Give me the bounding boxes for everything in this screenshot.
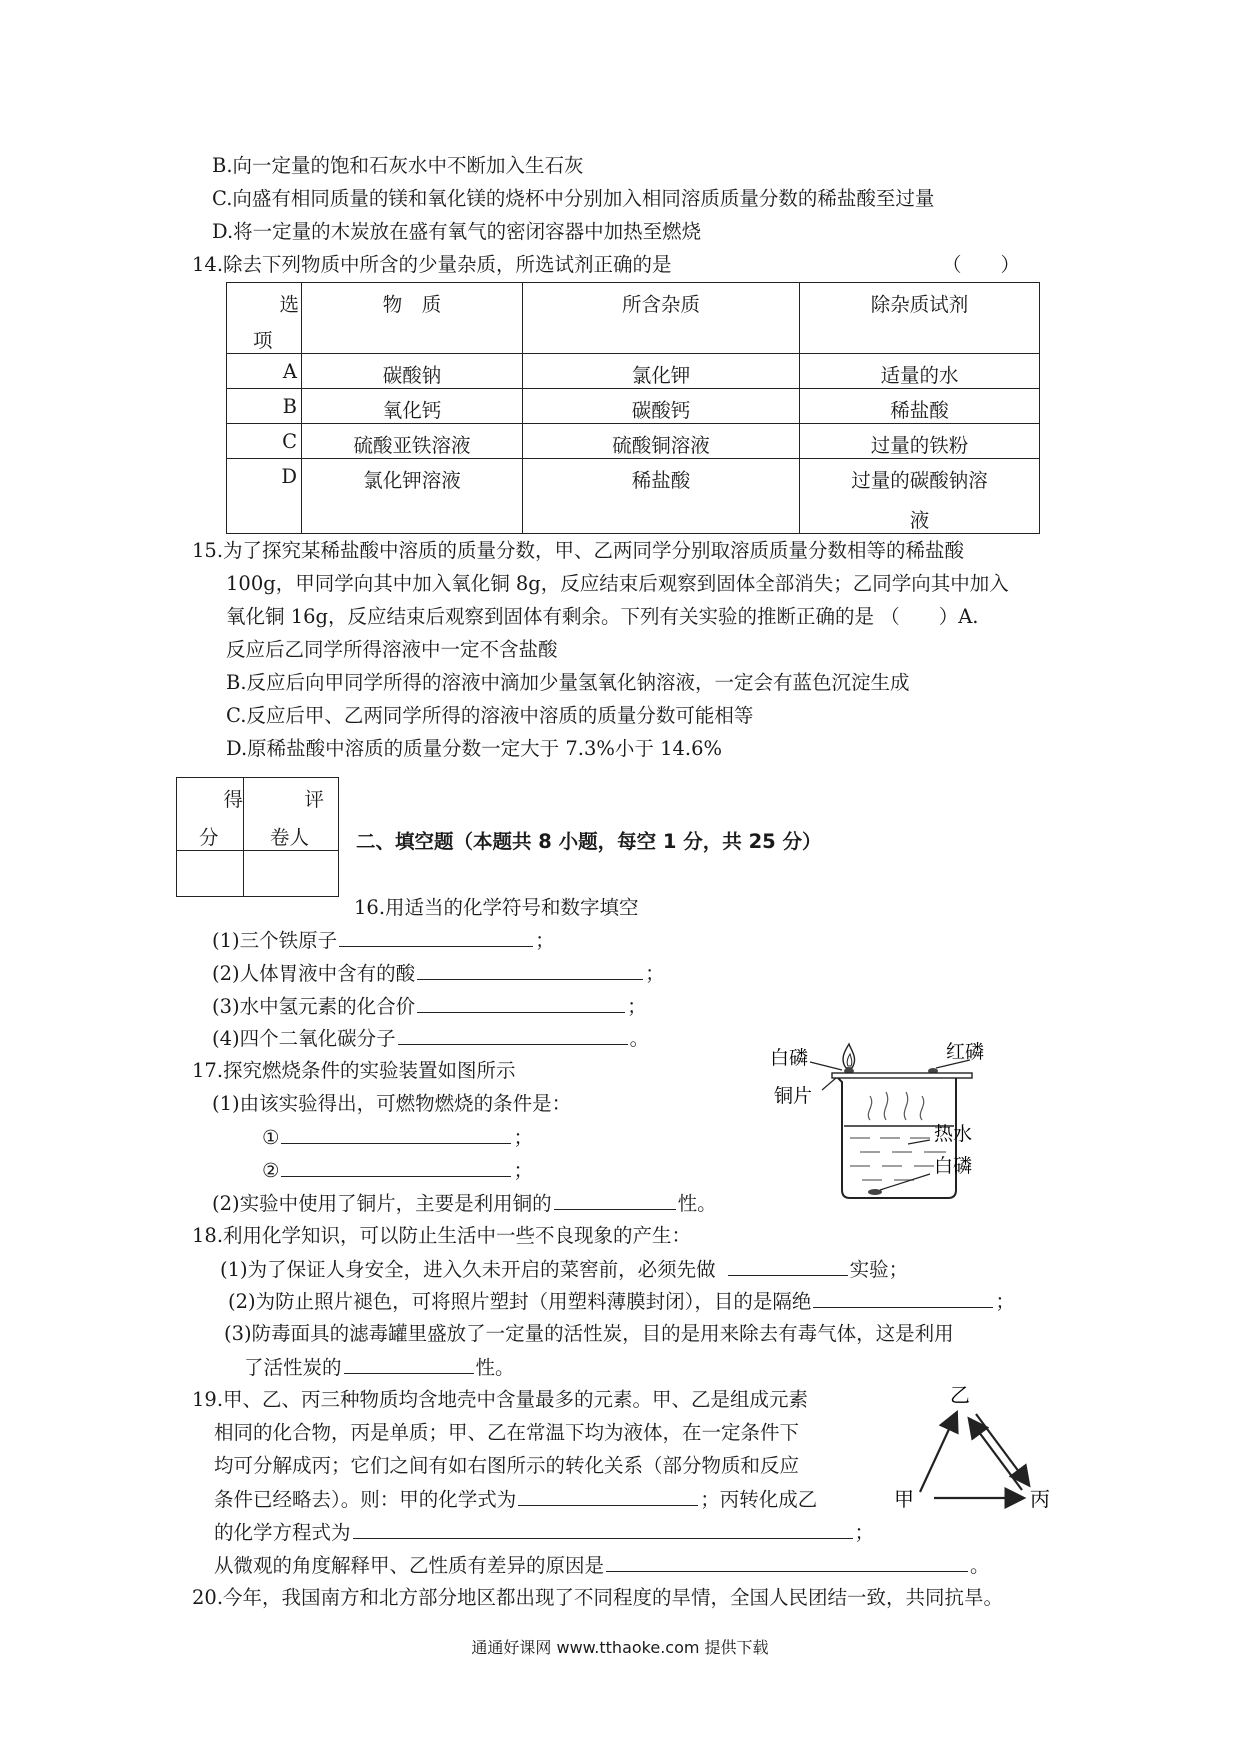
- arrow-jia-to-yi: [920, 1414, 956, 1492]
- q17-cond2: [262, 1160, 533, 1181]
- white-phosphorus-bottom-icon: [868, 1189, 882, 1195]
- grader-label-juanren: 卷人: [270, 826, 310, 849]
- row-reagent-line1: 过量的碳酸钠溶: [851, 469, 988, 492]
- table-row: [227, 459, 1040, 534]
- q18-part3: (3)防毒面具的滤毒罐里盛放了一定量的活性炭，目的是用来除去有毒气体，这是利用: [224, 1322, 954, 1345]
- punct: ；: [535, 929, 555, 952]
- header-substance: 物 质: [302, 283, 523, 354]
- score-label-fen: 分: [199, 826, 219, 849]
- grader-blank[interactable]: [244, 851, 339, 897]
- score-cell: [177, 778, 244, 851]
- label-white-phosphorus-bottom: 白磷: [934, 1155, 973, 1177]
- row-reagent: 稀盐酸: [800, 389, 1040, 424]
- q15-line1: 15.为了探究某稀盐酸中溶质的质量分数，甲、乙两同学分别取溶质质量分数相等的稀盐酸: [192, 539, 965, 562]
- q17-cond1: [262, 1127, 533, 1148]
- q18-part1: [220, 1259, 908, 1280]
- answer-blank[interactable]: [417, 963, 643, 980]
- q19-line2: 相同的化合物，丙是单质；甲、乙在常温下均为液体，在一定条件下: [214, 1421, 800, 1444]
- q17-part2-text: (2)实验中使用了铜片，主要是利用铜的: [212, 1192, 552, 1215]
- header-option: [227, 283, 302, 354]
- q14-answer-paren: （ ）: [942, 253, 1021, 276]
- answer-blank[interactable]: [417, 996, 625, 1013]
- answer-blank[interactable]: [344, 1357, 474, 1374]
- punct: ；: [513, 1159, 533, 1182]
- q15-line2: 100g，甲同学向其中加入氧化铜 8g，反应结束后观察到固体全部消失；乙同学向其中加入: [226, 572, 1009, 595]
- row-reagent-line2: 液: [909, 509, 930, 532]
- punct: ；: [513, 1126, 533, 1149]
- q16-part2: [212, 963, 665, 984]
- q13-option-c: C.向盛有相同质量的镁和氧化镁的烧杯中分别加入相同溶质质量分数的稀盐酸至过量: [212, 187, 935, 210]
- answer-blank[interactable]: [554, 1193, 676, 1210]
- arrow-bing-to-yi: [970, 1420, 1022, 1490]
- answer-blank[interactable]: [518, 1489, 698, 1506]
- q16-part1: [212, 930, 555, 951]
- row-impurity: 硫酸铜溶液: [523, 424, 800, 459]
- header-reagent: 除杂质试剂: [800, 283, 1040, 354]
- table-row: [227, 424, 1040, 459]
- score-box: [176, 777, 339, 897]
- q16-part4-text: (4)四个二氧化碳分子: [212, 1027, 396, 1050]
- answer-blank[interactable]: [281, 1160, 511, 1177]
- q18-part3b-text: 了活性炭的: [244, 1356, 342, 1379]
- punct: 。: [970, 1554, 990, 1577]
- q18-part2: [228, 1291, 1015, 1312]
- punct: 实验；: [849, 1258, 909, 1281]
- punct: 性。: [677, 1192, 717, 1215]
- q16-part1-text: (1)三个铁原子: [212, 929, 338, 952]
- row-substance: 氯化钾溶液: [302, 459, 523, 534]
- combustion-apparatus-figure: [770, 1040, 1010, 1210]
- answer-blank[interactable]: [339, 930, 533, 947]
- label-bing: 丙: [1030, 1487, 1050, 1511]
- punct: ；: [995, 1290, 1015, 1313]
- q19-line6: [214, 1555, 990, 1576]
- q15-option-b: B.反应后向甲同学所得的溶液中滴加少量氢氧化钠溶液，一定会有蓝色沉淀生成: [226, 671, 910, 694]
- row-substance: 氧化钙: [302, 389, 523, 424]
- score-label-de: 得: [223, 788, 243, 811]
- label-red-phosphorus: 红磷: [946, 1041, 985, 1063]
- answer-blank[interactable]: [353, 1522, 853, 1539]
- punct: ；: [627, 995, 647, 1018]
- q16-part3-text: (3)水中氢元素的化合价: [212, 995, 416, 1018]
- header-impurity: 所含杂质: [523, 283, 800, 354]
- arrow-yi-to-bing: [976, 1414, 1028, 1484]
- table-row: [227, 354, 1040, 389]
- label-jia: 甲: [894, 1487, 914, 1511]
- row-reagent: 适量的水: [800, 354, 1040, 389]
- answer-blank[interactable]: [728, 1259, 848, 1276]
- row-substance: 硫酸亚铁溶液: [302, 424, 523, 459]
- header-option-line1: 选: [279, 293, 299, 316]
- row-reagent: [800, 459, 1040, 534]
- q15-option-d: D.原稀盐酸中溶质的质量分数一定大于 7.3%小于 14.6%: [226, 737, 723, 760]
- q16-part2-text: (2)人体胃液中含有的酸: [212, 962, 416, 985]
- answer-blank[interactable]: [281, 1127, 511, 1144]
- circle-2: ②: [262, 1159, 280, 1182]
- row-impurity: 碳酸钙: [523, 389, 800, 424]
- label-white-phosphorus-top: 白磷: [770, 1047, 809, 1069]
- q16-stem: 16.用适当的化学符号和数字填空: [354, 896, 639, 919]
- q13-option-b: B.向一定量的饱和石灰水中不断加入生石灰: [212, 154, 584, 177]
- q17-part2: [212, 1193, 717, 1214]
- header-option-line2: 项: [253, 329, 273, 352]
- q14-stem: 14.除去下列物质中所含的少量杂质，所选试剂正确的是: [192, 253, 672, 276]
- q16-part3: [212, 996, 647, 1017]
- q18-part3-cont: [244, 1357, 515, 1378]
- q18-part2-text: (2)为防止照片褪色，可将照片塑封（用塑料薄膜封闭），目的是隔绝: [228, 1290, 812, 1313]
- q20-line1: 20.今年，我国南方和北方部分地区都出现了不同程度的旱情，全国人民团结一致，共同抗旱。: [192, 1586, 1004, 1609]
- punct: ；: [645, 962, 665, 985]
- q17-part1: (1)由该实验得出，可燃物燃烧的条件是：: [212, 1092, 572, 1115]
- label-yi: 乙: [950, 1383, 970, 1407]
- q19-line4: [214, 1489, 817, 1510]
- q15-line3: 氧化铜 16g，反应结束后观察到固体有剩余。下列有关实验的推断正确的是 （ ）A.: [226, 605, 979, 628]
- score-blank[interactable]: [177, 851, 244, 897]
- row-option: C: [227, 424, 302, 459]
- q19-line3: 均可分解成丙；它们之间有如右图所示的转化关系（部分物质和反应: [214, 1454, 800, 1477]
- row-substance: 碳酸钠: [302, 354, 523, 389]
- q14-options-table: [226, 282, 1040, 534]
- punct: 。: [629, 1027, 650, 1050]
- q19-line6-text: 从微观的角度解释甲、乙性质有差异的原因是: [214, 1554, 605, 1577]
- q16-part4: [212, 1028, 649, 1049]
- label-copper-plate: 铜片: [774, 1085, 813, 1107]
- row-option: B: [227, 389, 302, 424]
- section-2-heading: 二、填空题（本题共 8 小题，每空 1 分，共 25 分）: [356, 830, 822, 853]
- q13-option-d: D.将一定量的木炭放在盛有氧气的密闭容器中加热至燃烧: [212, 220, 702, 243]
- circle-1: ①: [262, 1126, 280, 1149]
- row-reagent: 过量的铁粉: [800, 424, 1040, 459]
- q14-table-header: [227, 283, 1040, 354]
- answer-blank[interactable]: [398, 1028, 628, 1045]
- row-option: D: [227, 459, 302, 534]
- answer-blank[interactable]: [813, 1291, 993, 1308]
- label-hot-water: 热水: [934, 1123, 973, 1145]
- grader-label-ping: 评: [304, 788, 324, 811]
- q15-option-c: C.反应后甲、乙两同学所得的溶液中溶质的质量分数可能相等: [226, 704, 754, 727]
- q19-line1: 19.甲、乙、丙三种物质均含地壳中含量最多的元素。甲、乙是组成元素: [192, 1388, 809, 1411]
- row-option: A: [227, 354, 302, 389]
- table-row: [227, 389, 1040, 424]
- punct: 性。: [475, 1356, 515, 1379]
- q19-line4b-text: ；丙转化成乙: [700, 1488, 818, 1511]
- flame-inner-icon: [847, 1054, 852, 1066]
- row-impurity: 氯化钾: [523, 354, 800, 389]
- row-impurity: 稀盐酸: [523, 459, 800, 534]
- q19-line5-text: 的化学方程式为: [214, 1521, 351, 1544]
- q18-stem: 18.利用化学知识，可以防止生活中一些不良现象的产生：: [192, 1224, 692, 1247]
- q19-line5: [214, 1522, 874, 1543]
- punct: ；: [854, 1521, 875, 1544]
- copper-plate-icon: [832, 1073, 972, 1078]
- q19-line4-text: 条件已经略去）。则：甲的化学式为: [214, 1488, 517, 1511]
- answer-blank[interactable]: [606, 1555, 968, 1572]
- q17-stem: 17.探究燃烧条件的实验装置如图所示: [192, 1059, 516, 1082]
- q18-part1-text: (1)为了保证人身安全，进入久未开启的菜窖前，必须先做: [220, 1258, 716, 1281]
- grader-cell: [244, 778, 339, 851]
- transformation-diagram: [894, 1380, 1074, 1520]
- q15-line4: 反应后乙同学所得溶液中一定不含盐酸: [226, 638, 558, 661]
- page-footer: 通通好课网 www.tthaoke.com 提供下载: [471, 1638, 769, 1657]
